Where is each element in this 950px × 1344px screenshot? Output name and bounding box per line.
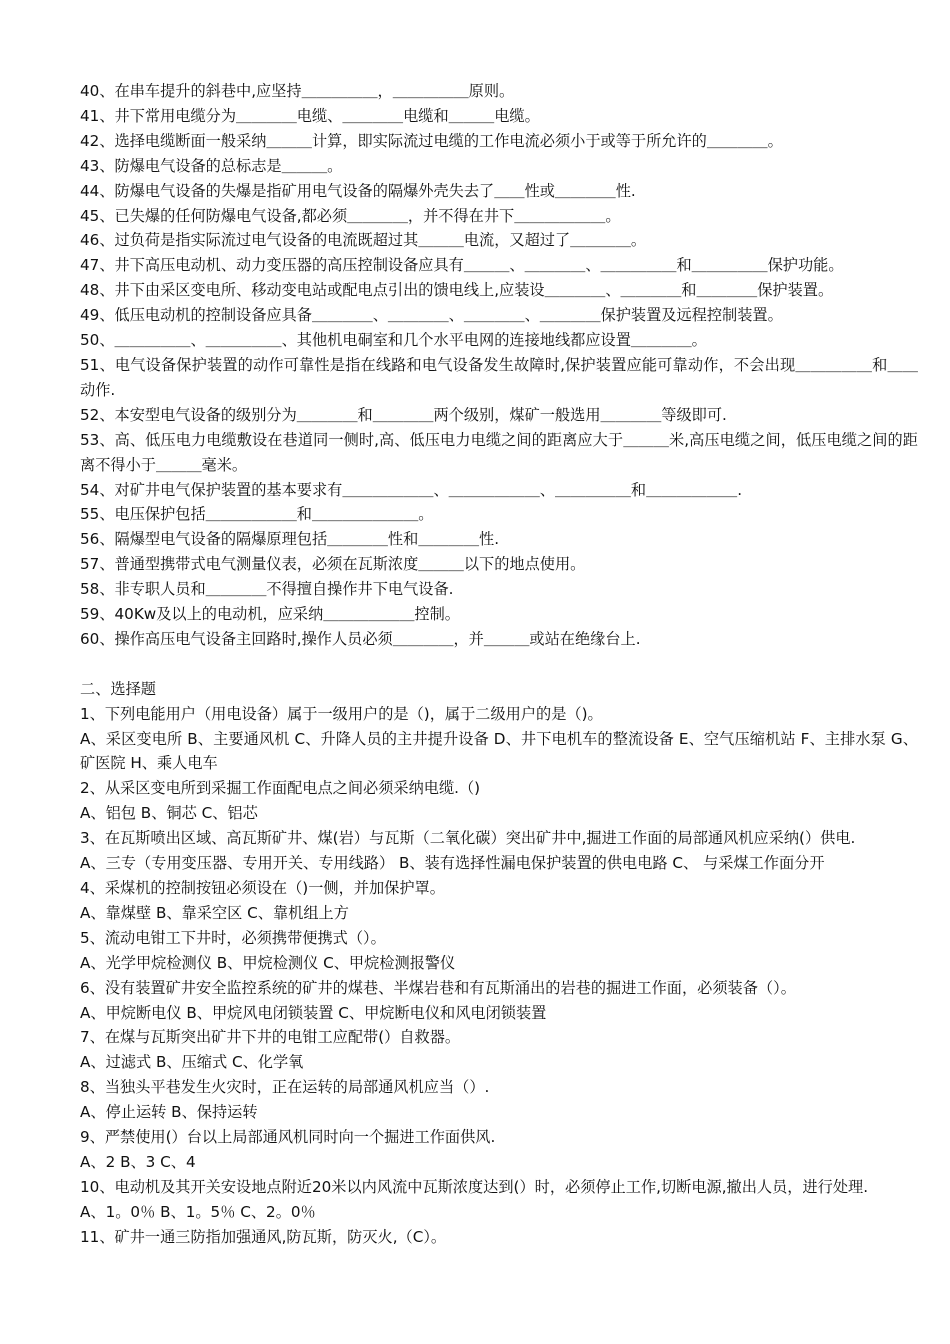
choice-question-10: 10、电动机及其开关安设地点附近20米以内风流中瓦斯浓度达到(）时，必须停止工作,切断电源,撤出人员，进行处理. bbox=[80, 1177, 869, 1196]
question-50: 50、＿＿＿＿＿、＿＿＿＿＿、其他机电硐室和几个水平电网的连接地线都应设置＿＿＿＿。 bbox=[80, 331, 707, 350]
question-46: 46、过负荷是指实际流过电气设备的电流既超过其＿＿＿电流，又超过了＿＿＿＿。 bbox=[80, 231, 647, 250]
choice-options-6: A、甲烷断电仪 B、甲烷风电闭锁装置 C、甲烷断电仪和风电闭锁装置 bbox=[80, 1003, 547, 1022]
document-page bbox=[80, 79, 918, 1250]
question-56: 56、隔爆型电气设备的隔爆原理包括＿＿＿＿性和＿＿＿＿性. bbox=[80, 530, 500, 549]
choice-question-9: 9、严禁使用(）台以上局部通风机同时向一个掘进工作面供风. bbox=[80, 1128, 496, 1147]
choice-question-2: 2、从采区变电所到采掘工作面配电点之间必须采纳电缆.（) bbox=[80, 779, 481, 798]
choice-question-5: 5、流动电钳工下井时，必须携带便携式（）。 bbox=[80, 928, 386, 947]
question-51: 51、电气设备保护装置的动作可靠性是指在线路和电气设备发生故障时,保护装置应能可靠动作，不会出现＿＿＿＿＿和＿＿动作. bbox=[80, 355, 918, 399]
choice-question-8: 8、当独头平巷发生火灾时，正在运转的局部通风机应当（）. bbox=[80, 1078, 490, 1097]
choice-options-9: A、2 B、3 C、4 bbox=[80, 1152, 196, 1171]
question-43: 43、防爆电气设备的总标志是＿＿＿。 bbox=[80, 156, 343, 175]
question-45: 45、已失爆的任何防爆电气设备,都必须＿＿＿＿，并不得在井下＿＿＿＿＿＿。 bbox=[80, 206, 621, 225]
question-41: 41、井下常用电缆分为＿＿＿＿电缆、＿＿＿＿电缆和＿＿＿电缆。 bbox=[80, 106, 540, 125]
choice-options-8: A、停止运转 B、保持运转 bbox=[80, 1103, 258, 1122]
question-47: 47、井下高压电动机、动力变压器的高压控制设备应具有＿＿＿、＿＿＿＿、＿＿＿＿＿和＿＿＿＿＿保护功能。 bbox=[80, 256, 844, 275]
question-53: 53、高、低压电力电缆敷设在巷道同一侧时,高、低压电力电缆之间的距离应大于＿＿＿米,高压电缆之间，低压电缆之间的距离不得小于＿＿＿毫米。 bbox=[80, 430, 918, 474]
choice-question-3: 3、在瓦斯喷出区域、高瓦斯矿井、煤(岩）与瓦斯（二氧化碳）突出矿井中,掘进工作面的局部通风机应采纳(）供电. bbox=[80, 829, 856, 848]
question-58: 58、非专职人员和＿＿＿＿不得擅自操作井下电气设备. bbox=[80, 580, 454, 599]
question-52: 52、本安型电气设备的级别分为＿＿＿＿和＿＿＿＿两个级别，煤矿一般选用＿＿＿＿等级即可. bbox=[80, 405, 727, 424]
choice-question-11: 11、矿井一通三防指加强通风,防瓦斯，防灭火,（C）。 bbox=[80, 1227, 447, 1246]
choice-options-7: A、过滤式 B、压缩式 C、化学氧 bbox=[80, 1053, 304, 1072]
question-54: 54、对矿井电气保护装置的基本要求有＿＿＿＿＿＿、＿＿＿＿＿＿、＿＿＿＿＿和＿＿＿＿＿＿. bbox=[80, 480, 743, 499]
choice-options-3: A、三专（专用变压器、专用开关、专用线路） B、装有选择性漏电保护装置的供电电路 C、 与采煤工作面分开 bbox=[80, 854, 825, 873]
question-40: 40、在串车提升的斜巷中,应坚持＿＿＿＿＿，＿＿＿＿＿原则。 bbox=[80, 82, 515, 100]
choice-options-2: A、铝包 B、铜芯 C、铝芯 bbox=[80, 804, 258, 823]
choice-options-4: A、靠煤壁 B、靠采空区 C、靠机组上方 bbox=[80, 903, 349, 922]
question-59: 59、40Kw及以上的电动机，应采纳＿＿＿＿＿＿控制。 bbox=[80, 605, 460, 624]
choice-options-5: A、光学甲烷检测仪 B、甲烷检测仪 C、甲烷检测报警仪 bbox=[80, 953, 456, 972]
question-55: 55、电压保护包括＿＿＿＿＿＿和＿＿＿＿＿＿＿。 bbox=[80, 505, 434, 524]
choice-question-6: 6、没有装置矿井安全监控系统的矿井的煤巷、半煤岩巷和有瓦斯涌出的岩巷的掘进工作面，必须装备（）。 bbox=[80, 978, 796, 997]
section-spacer bbox=[80, 652, 918, 677]
question-57: 57、普通型携带式电气测量仪表，必须在瓦斯浓度＿＿＿以下的地点使用。 bbox=[80, 555, 586, 574]
choice-question-4: 4、采煤机的控制按钮必须设在（)一侧，并加保护罩。 bbox=[80, 878, 445, 897]
question-49: 49、低压电动机的控制设备应具备＿＿＿＿、＿＿＿＿、＿＿＿＿、＿＿＿＿保护装置及远程控制装置。 bbox=[80, 306, 783, 325]
question-44: 44、防爆电气设备的失爆是指矿用电气设备的隔爆外壳失去了＿＿性或＿＿＿＿性. bbox=[80, 181, 636, 200]
choice-options-10: A、1。0％ B、1。5％ C、2。0％ bbox=[80, 1202, 316, 1221]
choice-question-1: 1、下列电能用户（用电设备）属于一级用户的是（)，属于二级用户的是（)。 bbox=[80, 704, 603, 723]
question-60: 60、操作高压电气设备主回路时,操作人员必须＿＿＿＿，并＿＿＿或站在绝缘台上. bbox=[80, 629, 641, 648]
question-48: 48、井下由采区变电所、移动变电站或配电点引出的馈电线上,应装设＿＿＿＿、＿＿＿＿和＿＿＿＿保护装置。 bbox=[80, 281, 834, 300]
choice-options-1: A、采区变电所 B、主要通风机 C、升降人员的主井提升设备 D、井下电机车的整流设备 E、空气压缩机站 F、主排水泵 G、矿医院 H、乘人电车 bbox=[80, 729, 918, 773]
choice-question-7: 7、在煤与瓦斯突出矿井下井的电钳工应配带(）自救器。 bbox=[80, 1028, 461, 1047]
question-42: 42、选择电缆断面一般采纳＿＿＿计算，即实际流过电缆的工作电流必须小于或等于所允许的＿＿＿＿。 bbox=[80, 131, 783, 150]
section-title: 二、选择题 bbox=[80, 679, 156, 698]
